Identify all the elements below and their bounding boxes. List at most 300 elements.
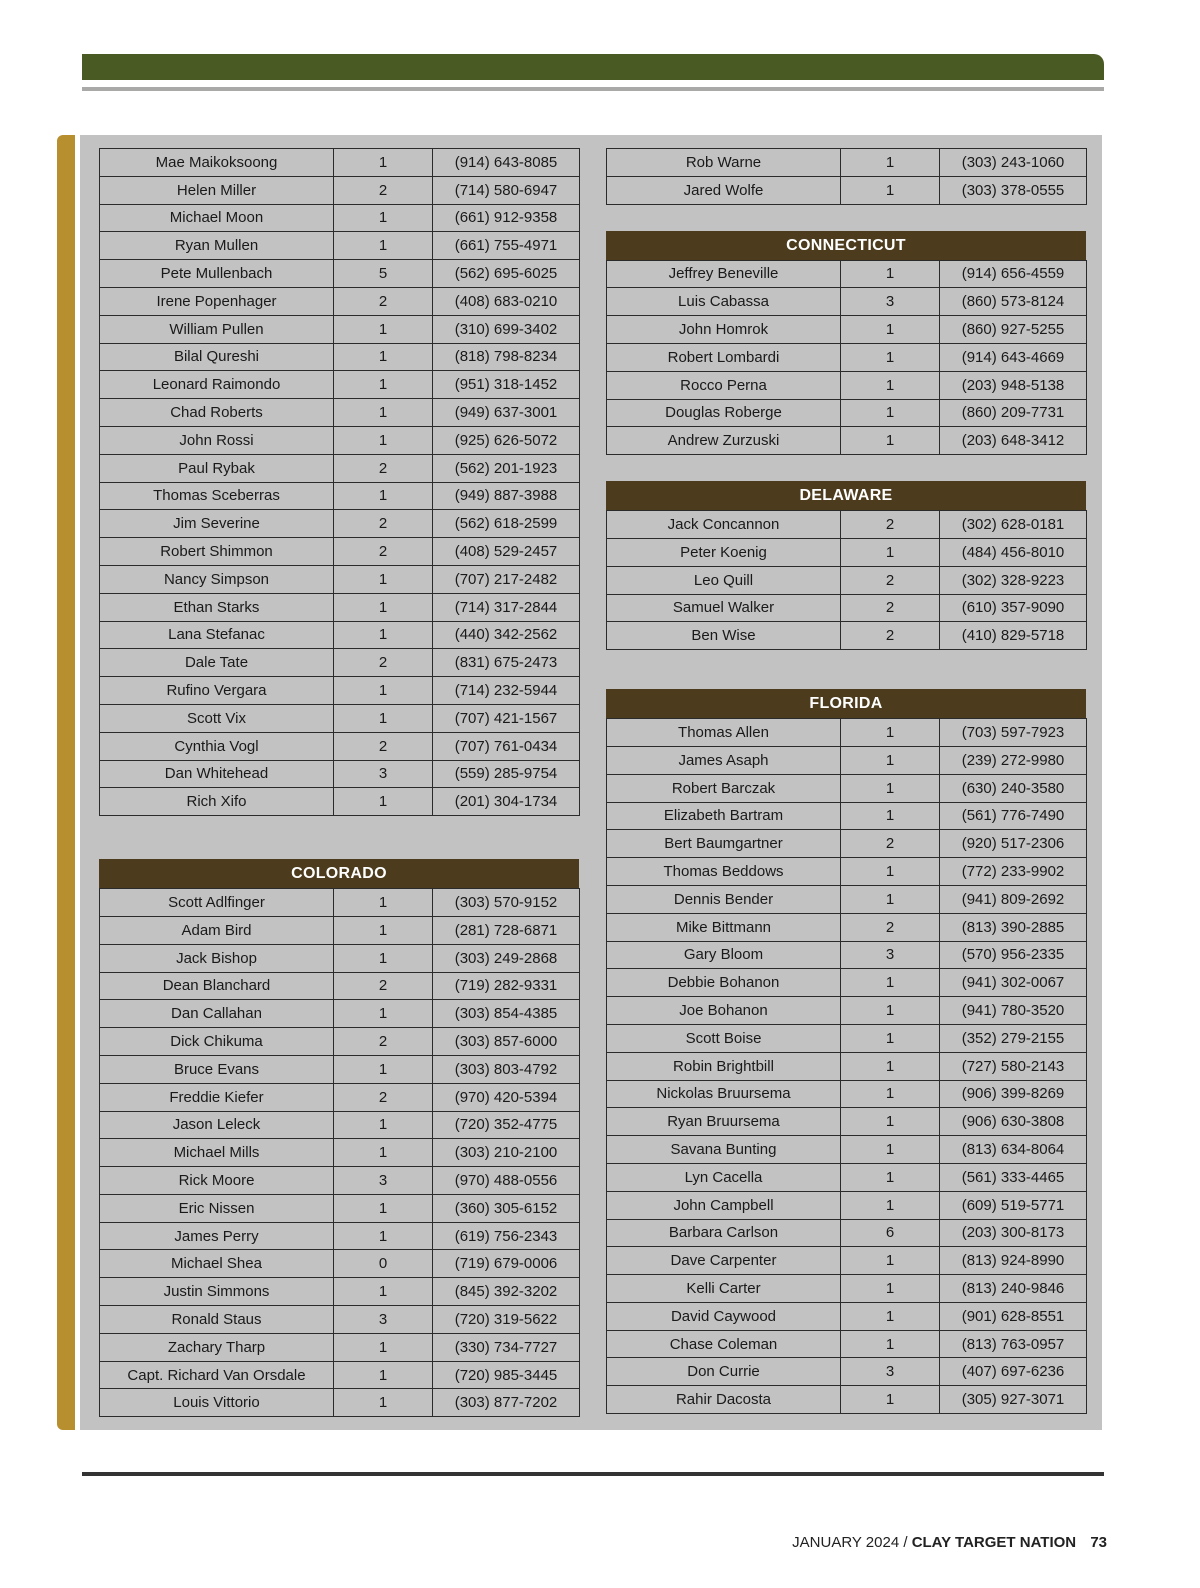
member-name: Jeffrey Beneville bbox=[607, 260, 841, 288]
table-row bbox=[100, 232, 580, 260]
member-count: 1 bbox=[841, 802, 940, 830]
member-name: David Caywood bbox=[607, 1302, 841, 1330]
table-row bbox=[100, 1389, 580, 1417]
member-name: James Perry bbox=[100, 1222, 334, 1250]
member-phone: (303) 857-6000 bbox=[433, 1028, 580, 1056]
member-count: 1 bbox=[334, 677, 433, 705]
member-count: 1 bbox=[841, 176, 940, 204]
table-row bbox=[607, 885, 1087, 913]
table-row bbox=[100, 343, 580, 371]
member-name: Mike Bittmann bbox=[607, 913, 841, 941]
member-name: Joe Bohanon bbox=[607, 997, 841, 1025]
table-row bbox=[607, 1136, 1087, 1164]
table-row bbox=[607, 830, 1087, 858]
member-count: 6 bbox=[841, 1219, 940, 1247]
member-count: 1 bbox=[334, 482, 433, 510]
member-phone: (630) 240-3580 bbox=[940, 774, 1087, 802]
member-name: Robert Lombardi bbox=[607, 343, 841, 371]
table-row bbox=[607, 1108, 1087, 1136]
member-name: Eric Nissen bbox=[100, 1194, 334, 1222]
member-name: Pete Mullenbach bbox=[100, 260, 334, 288]
member-name: Rahir Dacosta bbox=[607, 1386, 841, 1414]
member-phone: (813) 390-2885 bbox=[940, 913, 1087, 941]
member-count: 1 bbox=[841, 1386, 940, 1414]
member-phone: (203) 300-8173 bbox=[940, 1219, 1087, 1247]
member-count: 1 bbox=[841, 343, 940, 371]
member-name: Dave Carpenter bbox=[607, 1247, 841, 1275]
table-row bbox=[100, 1306, 580, 1334]
member-phone: (949) 887-3988 bbox=[433, 482, 580, 510]
member-phone: (707) 217-2482 bbox=[433, 565, 580, 593]
member-phone: (619) 756-2343 bbox=[433, 1222, 580, 1250]
member-name: Don Currie bbox=[607, 1358, 841, 1386]
page-footer bbox=[792, 1534, 1107, 1551]
member-count: 1 bbox=[841, 1052, 940, 1080]
member-name: Andrew Zurzuski bbox=[607, 427, 841, 455]
member-name: Adam Bird bbox=[100, 916, 334, 944]
member-name: Jack Bishop bbox=[100, 944, 334, 972]
member-phone: (941) 302-0067 bbox=[940, 969, 1087, 997]
table-row bbox=[100, 1222, 580, 1250]
table-row bbox=[607, 858, 1087, 886]
member-phone: (661) 755-4971 bbox=[433, 232, 580, 260]
member-count: 2 bbox=[841, 566, 940, 594]
table-row bbox=[607, 1191, 1087, 1219]
member-name: John Campbell bbox=[607, 1191, 841, 1219]
member-name: Rob Warne bbox=[607, 149, 841, 177]
table-row bbox=[100, 1028, 580, 1056]
member-count: 1 bbox=[334, 1194, 433, 1222]
member-phone: (330) 734-7727 bbox=[433, 1333, 580, 1361]
member-name: Rich Xifo bbox=[100, 788, 334, 816]
member-count: 1 bbox=[334, 1222, 433, 1250]
member-count: 2 bbox=[841, 830, 940, 858]
member-name: Ben Wise bbox=[607, 622, 841, 650]
member-phone: (925) 626-5072 bbox=[433, 426, 580, 454]
table-row bbox=[607, 538, 1087, 566]
member-phone: (813) 763-0957 bbox=[940, 1330, 1087, 1358]
page-number: 73 bbox=[1090, 1534, 1107, 1551]
member-phone: (203) 948-5138 bbox=[940, 371, 1087, 399]
member-phone: (570) 956-2335 bbox=[940, 941, 1087, 969]
member-name: Bruce Evans bbox=[100, 1055, 334, 1083]
table-row bbox=[100, 1361, 580, 1389]
table-row bbox=[100, 565, 580, 593]
member-count: 2 bbox=[334, 1028, 433, 1056]
member-name: Bilal Qureshi bbox=[100, 343, 334, 371]
table-row bbox=[607, 1330, 1087, 1358]
member-count: 1 bbox=[334, 1055, 433, 1083]
footer-magazine-title: CLAY TARGET NATION bbox=[911, 1534, 1077, 1551]
table-row bbox=[100, 176, 580, 204]
member-count: 3 bbox=[841, 941, 940, 969]
member-phone: (408) 683-0210 bbox=[433, 287, 580, 315]
member-name: Robert Barczak bbox=[607, 774, 841, 802]
table-row bbox=[100, 593, 580, 621]
member-count: 1 bbox=[334, 1000, 433, 1028]
table-row bbox=[607, 427, 1087, 455]
member-phone: (720) 352-4775 bbox=[433, 1111, 580, 1139]
member-count: 1 bbox=[841, 1136, 940, 1164]
table-row bbox=[607, 997, 1087, 1025]
member-phone: (941) 780-3520 bbox=[940, 997, 1087, 1025]
member-phone: (951) 318-1452 bbox=[433, 371, 580, 399]
member-name: James Asaph bbox=[607, 746, 841, 774]
member-phone: (239) 272-9980 bbox=[940, 746, 1087, 774]
member-count: 1 bbox=[334, 343, 433, 371]
table-connecticut bbox=[606, 260, 1087, 456]
member-name: Barbara Carlson bbox=[607, 1219, 841, 1247]
member-count: 1 bbox=[334, 371, 433, 399]
member-phone: (707) 421-1567 bbox=[433, 704, 580, 732]
member-name: Jared Wolfe bbox=[607, 176, 841, 204]
table-row bbox=[100, 1083, 580, 1111]
member-count: 1 bbox=[334, 944, 433, 972]
table-row bbox=[607, 371, 1087, 399]
table-row bbox=[100, 1111, 580, 1139]
member-name: Robert Shimmon bbox=[100, 538, 334, 566]
member-count: 1 bbox=[334, 1333, 433, 1361]
state-header-florida: FLORIDA bbox=[606, 689, 1086, 718]
member-name: John Homrok bbox=[607, 316, 841, 344]
table-row bbox=[607, 1302, 1087, 1330]
member-count: 1 bbox=[841, 427, 940, 455]
table-row bbox=[607, 1386, 1087, 1414]
member-name: Zachary Tharp bbox=[100, 1333, 334, 1361]
member-count: 1 bbox=[334, 1111, 433, 1139]
table-row bbox=[100, 944, 580, 972]
member-phone: (719) 679-0006 bbox=[433, 1250, 580, 1278]
member-count: 1 bbox=[841, 1247, 940, 1275]
side-accent-bar bbox=[57, 135, 75, 1430]
member-phone: (719) 282-9331 bbox=[433, 972, 580, 1000]
header-accent-bar bbox=[82, 54, 1104, 80]
member-count: 1 bbox=[334, 1139, 433, 1167]
member-phone: (727) 580-2143 bbox=[940, 1052, 1087, 1080]
member-name: Dan Callahan bbox=[100, 1000, 334, 1028]
member-name: Ryan Mullen bbox=[100, 232, 334, 260]
member-name: Elizabeth Bartram bbox=[607, 802, 841, 830]
member-count: 1 bbox=[841, 997, 940, 1025]
member-phone: (303) 210-2100 bbox=[433, 1139, 580, 1167]
member-phone: (310) 699-3402 bbox=[433, 315, 580, 343]
member-phone: (303) 803-4792 bbox=[433, 1055, 580, 1083]
table-row bbox=[607, 176, 1087, 204]
member-name: Gary Bloom bbox=[607, 941, 841, 969]
member-name: Scott Vix bbox=[100, 704, 334, 732]
table-row bbox=[607, 719, 1087, 747]
table-row bbox=[100, 1278, 580, 1306]
table-row bbox=[100, 1167, 580, 1195]
member-name: Justin Simmons bbox=[100, 1278, 334, 1306]
member-count: 2 bbox=[334, 287, 433, 315]
member-count: 2 bbox=[841, 622, 940, 650]
member-phone: (408) 529-2457 bbox=[433, 538, 580, 566]
right-column bbox=[606, 148, 1086, 1414]
member-phone: (562) 695-6025 bbox=[433, 260, 580, 288]
table-row bbox=[100, 889, 580, 917]
table-row bbox=[100, 204, 580, 232]
member-name: Leo Quill bbox=[607, 566, 841, 594]
table-row bbox=[100, 315, 580, 343]
member-count: 1 bbox=[334, 889, 433, 917]
member-name: Nancy Simpson bbox=[100, 565, 334, 593]
member-name: Rick Moore bbox=[100, 1167, 334, 1195]
member-phone: (831) 675-2473 bbox=[433, 649, 580, 677]
member-name: Douglas Roberge bbox=[607, 399, 841, 427]
member-count: 1 bbox=[841, 969, 940, 997]
member-name: Michael Shea bbox=[100, 1250, 334, 1278]
table-row bbox=[607, 913, 1087, 941]
member-name: Jason Leleck bbox=[100, 1111, 334, 1139]
member-count: 1 bbox=[334, 788, 433, 816]
member-name: Paul Rybak bbox=[100, 454, 334, 482]
member-name: Jim Severine bbox=[100, 510, 334, 538]
member-name: Freddie Kiefer bbox=[100, 1083, 334, 1111]
table-row bbox=[607, 1275, 1087, 1303]
header-rule bbox=[82, 87, 1104, 91]
member-count: 3 bbox=[334, 1306, 433, 1334]
member-count: 3 bbox=[841, 1358, 940, 1386]
member-phone: (303) 243-1060 bbox=[940, 149, 1087, 177]
member-name: Rocco Perna bbox=[607, 371, 841, 399]
member-phone: (201) 304-1734 bbox=[433, 788, 580, 816]
member-name: Capt. Richard Van Orsdale bbox=[100, 1361, 334, 1389]
table-row bbox=[607, 1080, 1087, 1108]
table-row bbox=[100, 399, 580, 427]
table-row bbox=[607, 1219, 1087, 1247]
table-colorado-continued bbox=[606, 148, 1087, 205]
member-count: 1 bbox=[334, 1278, 433, 1306]
member-name: Dale Tate bbox=[100, 649, 334, 677]
state-header-delaware: DELAWARE bbox=[606, 481, 1086, 510]
member-count: 2 bbox=[334, 732, 433, 760]
member-count: 1 bbox=[841, 885, 940, 913]
member-phone: (914) 643-4669 bbox=[940, 343, 1087, 371]
member-name: Dean Blanchard bbox=[100, 972, 334, 1000]
table-colorado bbox=[99, 888, 580, 1417]
table-row bbox=[607, 941, 1087, 969]
table-row bbox=[100, 1333, 580, 1361]
member-name: Nickolas Bruursema bbox=[607, 1080, 841, 1108]
member-phone: (906) 630-3808 bbox=[940, 1108, 1087, 1136]
table-row bbox=[100, 916, 580, 944]
member-name: William Pullen bbox=[100, 315, 334, 343]
member-phone: (970) 420-5394 bbox=[433, 1083, 580, 1111]
member-phone: (901) 628-8551 bbox=[940, 1302, 1087, 1330]
table-row bbox=[607, 594, 1087, 622]
member-count: 1 bbox=[841, 371, 940, 399]
left-column bbox=[99, 148, 579, 1417]
member-count: 1 bbox=[334, 232, 433, 260]
member-name: Thomas Beddows bbox=[607, 858, 841, 886]
member-count: 1 bbox=[334, 426, 433, 454]
member-phone: (352) 279-2155 bbox=[940, 1024, 1087, 1052]
table-row bbox=[100, 1250, 580, 1278]
member-name: Ryan Bruursema bbox=[607, 1108, 841, 1136]
member-name: Helen Miller bbox=[100, 176, 334, 204]
member-count: 1 bbox=[334, 565, 433, 593]
member-name: Ethan Starks bbox=[100, 593, 334, 621]
table-row bbox=[100, 788, 580, 816]
member-count: 2 bbox=[334, 176, 433, 204]
member-name: Savana Bunting bbox=[607, 1136, 841, 1164]
member-name: Irene Popenhager bbox=[100, 287, 334, 315]
table-row bbox=[100, 649, 580, 677]
footer-date: JANUARY 2024 / bbox=[792, 1534, 908, 1551]
member-count: 1 bbox=[334, 593, 433, 621]
member-phone: (860) 573-8124 bbox=[940, 288, 1087, 316]
member-count: 1 bbox=[334, 315, 433, 343]
member-phone: (410) 829-5718 bbox=[940, 622, 1087, 650]
member-phone: (440) 342-2562 bbox=[433, 621, 580, 649]
member-phone: (281) 728-6871 bbox=[433, 916, 580, 944]
table-row bbox=[100, 732, 580, 760]
member-phone: (562) 618-2599 bbox=[433, 510, 580, 538]
member-count: 2 bbox=[334, 538, 433, 566]
member-phone: (561) 333-4465 bbox=[940, 1163, 1087, 1191]
member-phone: (661) 912-9358 bbox=[433, 204, 580, 232]
table-row bbox=[607, 802, 1087, 830]
member-count: 1 bbox=[841, 1191, 940, 1219]
member-count: 1 bbox=[841, 149, 940, 177]
member-count: 1 bbox=[841, 858, 940, 886]
member-count: 1 bbox=[841, 1302, 940, 1330]
member-name: Bert Baumgartner bbox=[607, 830, 841, 858]
table-row bbox=[607, 1024, 1087, 1052]
member-phone: (772) 233-9902 bbox=[940, 858, 1087, 886]
member-count: 1 bbox=[841, 1108, 940, 1136]
member-phone: (484) 456-8010 bbox=[940, 538, 1087, 566]
member-phone: (941) 809-2692 bbox=[940, 885, 1087, 913]
member-phone: (610) 357-9090 bbox=[940, 594, 1087, 622]
member-count: 1 bbox=[334, 1361, 433, 1389]
table-row bbox=[607, 1358, 1087, 1386]
member-name: Mae Maikoksoong bbox=[100, 149, 334, 177]
member-count: 5 bbox=[334, 260, 433, 288]
member-count: 1 bbox=[334, 704, 433, 732]
member-count: 1 bbox=[334, 621, 433, 649]
member-phone: (920) 517-2306 bbox=[940, 830, 1087, 858]
table-row bbox=[100, 621, 580, 649]
member-phone: (562) 201-1923 bbox=[433, 454, 580, 482]
table-row bbox=[607, 149, 1087, 177]
member-name: Dick Chikuma bbox=[100, 1028, 334, 1056]
table-row bbox=[100, 760, 580, 788]
member-name: Samuel Walker bbox=[607, 594, 841, 622]
member-count: 3 bbox=[334, 1167, 433, 1195]
member-name: Kelli Carter bbox=[607, 1275, 841, 1303]
table-row bbox=[607, 774, 1087, 802]
footer-rule bbox=[82, 1472, 1104, 1476]
table-row bbox=[607, 1163, 1087, 1191]
member-name: Thomas Allen bbox=[607, 719, 841, 747]
member-phone: (407) 697-6236 bbox=[940, 1358, 1087, 1386]
member-count: 1 bbox=[334, 149, 433, 177]
member-phone: (609) 519-5771 bbox=[940, 1191, 1087, 1219]
member-phone: (303) 249-2868 bbox=[433, 944, 580, 972]
table-row bbox=[100, 704, 580, 732]
table-row bbox=[607, 343, 1087, 371]
member-count: 2 bbox=[334, 454, 433, 482]
member-phone: (860) 209-7731 bbox=[940, 399, 1087, 427]
table-row bbox=[607, 316, 1087, 344]
state-header-connecticut: CONNECTICUT bbox=[606, 231, 1086, 260]
member-name: Michael Mills bbox=[100, 1139, 334, 1167]
member-phone: (714) 232-5944 bbox=[433, 677, 580, 705]
member-name: Robin Brightbill bbox=[607, 1052, 841, 1080]
member-name: Scott Adlfinger bbox=[100, 889, 334, 917]
table-row bbox=[607, 288, 1087, 316]
member-name: Peter Koenig bbox=[607, 538, 841, 566]
table-row bbox=[100, 510, 580, 538]
table-row bbox=[100, 371, 580, 399]
member-count: 2 bbox=[334, 510, 433, 538]
member-phone: (970) 488-0556 bbox=[433, 1167, 580, 1195]
member-phone: (860) 927-5255 bbox=[940, 316, 1087, 344]
member-phone: (303) 854-4385 bbox=[433, 1000, 580, 1028]
table-row bbox=[100, 260, 580, 288]
member-count: 1 bbox=[841, 1024, 940, 1052]
table-row bbox=[607, 1247, 1087, 1275]
member-phone: (906) 399-8269 bbox=[940, 1080, 1087, 1108]
member-phone: (203) 648-3412 bbox=[940, 427, 1087, 455]
member-phone: (303) 877-7202 bbox=[433, 1389, 580, 1417]
member-phone: (561) 776-7490 bbox=[940, 802, 1087, 830]
member-name: Michael Moon bbox=[100, 204, 334, 232]
table-row bbox=[607, 260, 1087, 288]
member-phone: (914) 643-8085 bbox=[433, 149, 580, 177]
member-count: 1 bbox=[841, 316, 940, 344]
member-name: Chase Coleman bbox=[607, 1330, 841, 1358]
member-count: 1 bbox=[334, 1389, 433, 1417]
member-name: Ronald Staus bbox=[100, 1306, 334, 1334]
member-phone: (360) 305-6152 bbox=[433, 1194, 580, 1222]
member-name: Lyn Cacella bbox=[607, 1163, 841, 1191]
member-name: John Rossi bbox=[100, 426, 334, 454]
table-row bbox=[100, 538, 580, 566]
member-name: Lana Stefanac bbox=[100, 621, 334, 649]
member-name: Leonard Raimondo bbox=[100, 371, 334, 399]
member-count: 1 bbox=[841, 746, 940, 774]
member-phone: (914) 656-4559 bbox=[940, 260, 1087, 288]
member-phone: (707) 761-0434 bbox=[433, 732, 580, 760]
member-phone: (559) 285-9754 bbox=[433, 760, 580, 788]
table-row bbox=[100, 454, 580, 482]
member-count: 1 bbox=[841, 1163, 940, 1191]
table-row bbox=[100, 972, 580, 1000]
member-count: 2 bbox=[334, 1083, 433, 1111]
member-count: 1 bbox=[841, 1275, 940, 1303]
table-delaware bbox=[606, 510, 1087, 650]
table-row bbox=[607, 511, 1087, 539]
member-name: Thomas Sceberras bbox=[100, 482, 334, 510]
member-phone: (720) 985-3445 bbox=[433, 1361, 580, 1389]
member-phone: (302) 628-0181 bbox=[940, 511, 1087, 539]
member-count: 1 bbox=[841, 538, 940, 566]
member-phone: (818) 798-8234 bbox=[433, 343, 580, 371]
member-phone: (302) 328-9223 bbox=[940, 566, 1087, 594]
member-name: Rufino Vergara bbox=[100, 677, 334, 705]
table-row bbox=[100, 1055, 580, 1083]
member-name: Jack Concannon bbox=[607, 511, 841, 539]
table-row bbox=[100, 1139, 580, 1167]
member-count: 0 bbox=[334, 1250, 433, 1278]
member-count: 1 bbox=[841, 260, 940, 288]
member-phone: (949) 637-3001 bbox=[433, 399, 580, 427]
table-row bbox=[607, 622, 1087, 650]
member-count: 1 bbox=[841, 399, 940, 427]
